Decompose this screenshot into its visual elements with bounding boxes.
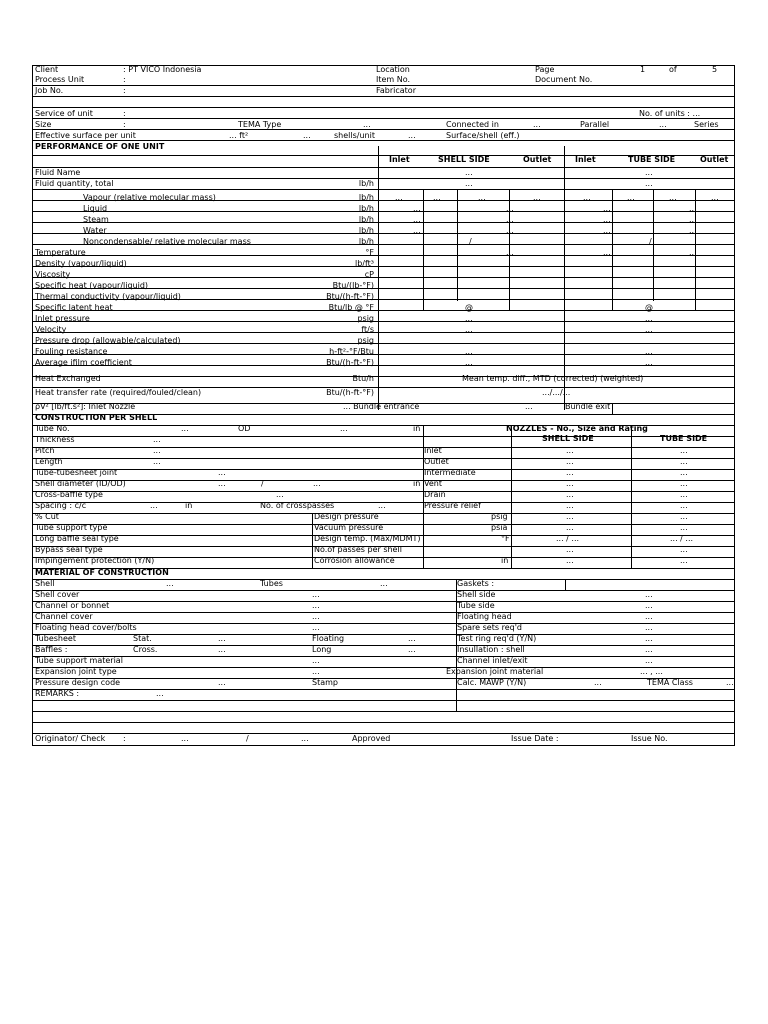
corrosion-label: Corrosion allowance: [314, 556, 395, 565]
datasheet-form: Client : PT VICO Indonesia Location Page 1 of 5 Process Unit : Item No. Document No. Job No. : Fabricator Service of unit : No. of units : ... Size : TEMA Type ... Connected in ... Parallel ... Series Effective surface per unit ... ft² ... shells/unit ... Surface/shell (eff.) PERFORMANCE OF ONE UNIT Inlet SHELL SIDE Outlet Inlet TUBE SIDE Outlet Fluid Name Fluid quantity, total Vapour (relative molecular mass) Liquid Steam Water Noncondensable/ relative molecular mass Temperature Density (vapour/liquid) Viscosity Specific heat (vapour/liquid) Thermal conductivity (vapour/liquid) Specific latent heat Inlet pressure Velocity Pressure drop (allowable/calculated) Fouling resistance Average ifilm coefficient Heat Exchanged Heat transfer rate (required/fouled/clean) lb/h lb/h lb/h lb/h lb/h lb/h °F lb/ft³ cP Btu/(lb-°F) Btu/(h-ft-°F) Btu/lb @ °F psig ft/s psig h-ft²-°F/Btu Btu/(h-ft-°F) Btu/h Btu/(h-ft-°F) ... ... ... ... ... ... ... ... ... ... ... ... ... ... ... ... ... ... ... ... ... ... ... ... / / ... ... ... @ @ ... ... ... ... ... ... ... ... Mean temp. diff., MTD (corrected) (weighted) .../.../... ρV² [lb/ft.s²]: Inlet Nozzle ... Bundle entrance ... Bundle exit CONSTRUCTION PER SHELL Tube No. ... OD ... in NOZZLES - No., Size and Rating SHELL SIDE TUBE SIDE Thickness ... Pitch ... Length ... Tube-tubesheet joint ... Shell diameter (ID/OD) ... / ... in Cross-baffle type ... Spacing : c/c ... in No. of crosspasses ... % Cut Tube support type Long baffle seal type Bypass seal type Impingement protection (Y/N) Design pressure psig Vacuum pressure psia Design temp. (Max/MDMT) °F No.of passes per shell Corrosion allowance in Inlet Outlet Intermediate Vent Drain Pressure relief ... ... ... ... ... ... ... ... ... ... ... ... ... ... ... ... ... / ... ... / ... ... ... ... ... MATERIAL OF CONSTRUCTION Shell ... Tubes ... Gaskets : Shell cover ... Shell side ... Channel or bonnet ... Tube side ... Channel cover ... Floating head ... Floating head cover/bolts ... Spare sets req'd ... Tubesheet Stat. ... Floating ... Test ring req'd (Y/N) ... Baffles : Cross. ... Long ... Insullation : shell ... Tube support material ... Channel inlet/exit ... Expansion joint type ... Expansion joint material ... , ... Pressure design code ... Stamp Calc. MAWP (Y/N) ... TEMA Class ... REMARKS : ... Originator/ Check : ... / ... Approved Issue Date : Issue No.: [32, 65, 735, 746]
expansion-material-label: Expansion joint material: [446, 667, 544, 676]
gasket-tube-side-label: Tube side: [457, 601, 495, 610]
baffles-label: Baffles :: [35, 645, 68, 654]
density-label: Density (vapour/liquid): [35, 259, 127, 268]
client-label: Client: [35, 65, 59, 74]
heat-exchanged-label: Heat Exchanged: [35, 374, 101, 383]
shell-side-header: SHELL SIDE: [438, 155, 490, 164]
units-label: No. of units : ...: [639, 109, 701, 118]
nozzles-title: NOZZLES - No., Size and Rating: [506, 424, 648, 433]
nozzle-inlet-label: Inlet: [424, 446, 442, 455]
channel-inlet-label: Channel inlet/exit: [457, 656, 528, 665]
long-baffle-label: Long baffle seal type: [35, 534, 119, 543]
impingement-label: Impingement protection (Y/N): [35, 556, 155, 565]
gasket-shell-side-label: Shell side: [457, 590, 496, 599]
pitch-label: Pitch: [35, 446, 55, 455]
shell-latent-at: @: [465, 303, 473, 312]
mtd-label: Mean temp. diff., MTD (corrected) (weighted): [462, 374, 644, 383]
remarks-label: REMARKS :: [35, 689, 80, 698]
viscosity-label: Viscosity: [35, 270, 71, 279]
spacing-label: Spacing : c/c: [35, 501, 87, 510]
process-unit-label: Process Unit: [35, 75, 85, 84]
nozzle-outlet-label: Outlet: [424, 457, 449, 466]
velocity-label: Velocity: [35, 325, 67, 334]
nozzle-intermediate-label: Intermediate: [424, 468, 476, 477]
thickness-label: Thickness: [35, 435, 75, 444]
originator-label: Originator/ Check: [35, 734, 106, 743]
inlet-pressure-label: Inlet pressure: [35, 314, 90, 323]
tube-support-material-label: Tube support material: [35, 656, 123, 665]
fouling-label: Fouling resistance: [35, 347, 108, 356]
noncondensable-label: Noncondensable/ relative molecular mass: [83, 237, 251, 246]
heat-transfer-rate-label: Heat transfer rate (required/fouled/clean): [35, 388, 202, 397]
approved-label: Approved: [352, 734, 391, 743]
crosspasses-label: No. of crosspasses: [260, 501, 335, 510]
gaskets-label: Gaskets :: [457, 579, 495, 588]
steam-label: Steam: [83, 215, 109, 224]
shell-diameter-label: Shell diameter (ID/OD): [35, 479, 126, 488]
nozzle-relief-label: Pressure relief: [424, 501, 481, 510]
nozzle-tube-side-header: TUBE SIDE: [660, 434, 708, 443]
tubes-material-label: Tubes: [260, 579, 283, 588]
shells-unit-label: shells/unit: [334, 131, 375, 140]
insulation-label: Insullation : shell: [457, 645, 525, 654]
channel-bonnet-label: Channel or bonnet: [35, 601, 110, 610]
latent-heat-label: Specific latent heat: [35, 303, 113, 312]
stamp-label: Stamp: [312, 678, 338, 687]
shell-inlet-header: Inlet: [389, 155, 410, 164]
shell-outlet-header: Outlet: [523, 155, 552, 164]
water-label: Water: [83, 226, 107, 235]
page-number: 1: [640, 65, 646, 74]
floating-head-cover-label: Floating head cover/bolts: [35, 623, 137, 632]
floating-label: Floating: [312, 634, 345, 643]
surface-shell-label: Surface/shell (eff.): [446, 131, 520, 140]
effective-surface-label: Effective surface per unit: [35, 131, 136, 140]
pressure-code-label: Pressure design code: [35, 678, 121, 687]
issue-no-label: Issue No.: [631, 734, 668, 743]
nozzle-vent-label: Vent: [424, 479, 442, 488]
cross-label: Cross.: [133, 645, 158, 654]
tube-inlet-header: Inlet: [575, 155, 596, 164]
expansion-type-label: Expansion joint type: [35, 667, 117, 676]
bundle-exit-label: Bundle exit: [565, 402, 611, 411]
rhov2-label: ρV² [lb/ft.s²]: Inlet Nozzle: [35, 402, 136, 411]
expansion-material-value: ... , ...: [640, 667, 663, 676]
design-pressure-label: Design pressure: [314, 512, 379, 521]
od-label: OD: [238, 424, 251, 433]
page-of: of: [669, 65, 677, 74]
client-value: : PT VICO Indonesia: [123, 65, 202, 74]
job-no-label: Job No.: [35, 86, 64, 95]
gasket-floating-head-label: Floating head: [457, 612, 512, 621]
fluid-name-label: Fluid Name: [35, 168, 81, 177]
length-label: Length: [35, 457, 63, 466]
cut-label: % Cut: [35, 512, 59, 521]
design-temp-label: Design temp. (Max/MDMT): [314, 534, 421, 543]
tube-latent-at: @: [645, 303, 653, 312]
cross-baffle-label: Cross-baffle type: [35, 490, 103, 499]
tema-type-label: TEMA Type: [238, 120, 282, 129]
document-no-label: Document No.: [535, 75, 593, 84]
tube-side-header: TUBE SIDE: [628, 155, 676, 164]
material-title: MATERIAL OF CONSTRUCTION: [35, 568, 169, 577]
fabricator-label: Fabricator: [376, 86, 416, 95]
tube-support-label: Tube support type: [35, 523, 108, 532]
parallel-label: Parallel: [580, 120, 610, 129]
tube-no-label: Tube No.: [35, 424, 70, 433]
item-no-label: Item No.: [376, 75, 411, 84]
passes-label: No.of passes per shell: [314, 545, 402, 554]
service-label: Service of unit: [35, 109, 93, 118]
tema-class-label: TEMA Class: [647, 678, 693, 687]
issue-date-label: Issue Date :: [511, 734, 559, 743]
spare-sets-label: Spare sets req'd: [457, 623, 522, 632]
specific-heat-label: Specific heat (vapour/liquid): [35, 281, 149, 290]
vapour-label: Vapour (relative molecular mass): [83, 193, 216, 202]
tubesheet-label: Tubesheet: [35, 634, 76, 643]
bypass-seal-label: Bypass seal type: [35, 545, 103, 554]
nozzle-shell-side-header: SHELL SIDE: [542, 434, 594, 443]
bundle-entrance-label: ... Bundle entrance: [343, 402, 420, 411]
vacuum-pressure-label: Vacuum pressure: [314, 523, 384, 532]
size-label: Size: [35, 120, 52, 129]
calc-mawp-label: Calc. MAWP (Y/N): [457, 678, 527, 687]
tubesheet-joint-label: Tube-tubesheet joint: [35, 468, 118, 477]
stat-label: Stat.: [133, 634, 152, 643]
shell-material-label: Shell: [35, 579, 55, 588]
liquid-label: Liquid: [83, 204, 108, 213]
page-total: 5: [712, 65, 718, 74]
series-label: Series: [694, 120, 719, 129]
pressure-drop-label: Pressure drop (allowable/calculated): [35, 336, 181, 345]
fluid-quantity-label: Fluid quantity, total: [35, 179, 114, 188]
heat-transfer-rate-value: .../.../...: [542, 388, 571, 397]
performance-title: PERFORMANCE OF ONE UNIT: [35, 142, 165, 151]
test-ring-label: Test ring req'd (Y/N): [457, 634, 537, 643]
channel-cover-label: Channel cover: [35, 612, 93, 621]
nozzle-drain-label: Drain: [424, 490, 446, 499]
ft2-value: ... ft²: [229, 131, 249, 140]
connected-label: Connected in: [446, 120, 499, 129]
long-label: Long: [312, 645, 332, 654]
location-label: Location: [376, 65, 410, 74]
shell-cover-label: Shell cover: [35, 590, 80, 599]
construction-title: CONSTRUCTION PER SHELL: [35, 413, 158, 422]
film-coefficient-label: Average ifilm coefficient: [35, 358, 132, 367]
page-label: Page: [535, 65, 555, 74]
temperature-label: Temperature: [35, 248, 86, 257]
tube-outlet-header: Outlet: [700, 155, 729, 164]
thermal-conductivity-label: Thermal conductivity (vapour/liquid): [35, 292, 181, 301]
